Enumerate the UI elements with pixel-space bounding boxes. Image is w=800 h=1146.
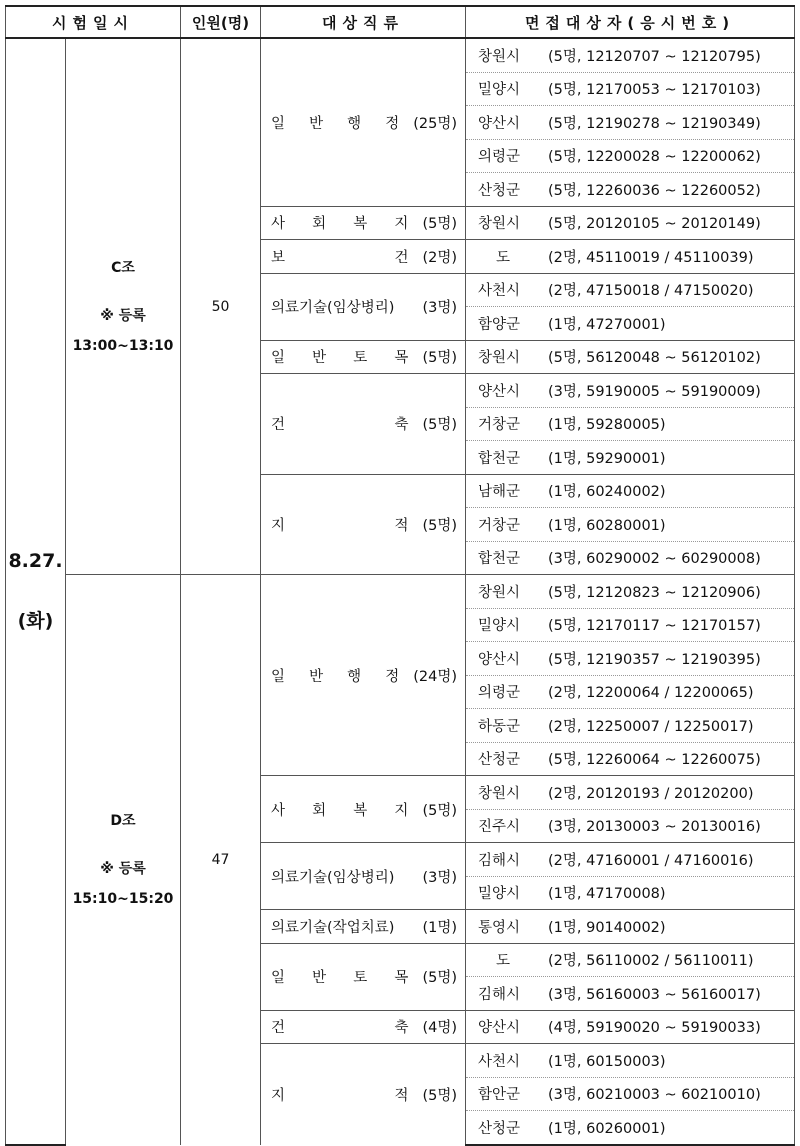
- job-category-cell: [261, 474, 466, 575]
- header-row: [6, 6, 795, 38]
- candidate-region: 밀양시: [478, 618, 521, 635]
- candidate-cell: [466, 474, 795, 508]
- candidate-region: 거창군: [478, 517, 521, 534]
- candidate-region: 남해군: [478, 484, 521, 501]
- candidate-region: 합천군: [478, 450, 521, 467]
- candidate-numbers: (2명, 45110019 / 45110039): [548, 249, 754, 266]
- candidate-numbers: (1명, 60280001): [548, 517, 666, 534]
- candidate-region: 창원시: [478, 350, 521, 367]
- job-category-count: (25명): [413, 115, 457, 132]
- candidate-numbers: (5명, 56120048 ~ 56120102): [548, 350, 761, 367]
- candidate-cell: [466, 776, 795, 810]
- job-category-count: (5명): [422, 216, 457, 233]
- candidate-region: 사천시: [478, 1053, 521, 1070]
- candidate-cell: [466, 1010, 795, 1044]
- candidate-numbers: (1명, 59290001): [548, 450, 666, 467]
- job-category-cell: [261, 1044, 466, 1145]
- candidate-numbers: (5명, 12170053 ~ 12170103): [548, 82, 761, 99]
- candidate-numbers: (2명, 12250007 / 12250017): [548, 718, 754, 735]
- header-date: 시험일시: [6, 6, 181, 38]
- job-category-cell: [261, 240, 466, 274]
- job-category-cell: [261, 340, 466, 374]
- candidate-cell: [466, 943, 795, 977]
- registration-time: 13:00~13:10: [72, 337, 174, 354]
- candidate-cell: [466, 742, 795, 776]
- candidate-cell: [466, 508, 795, 542]
- group-name: D조: [110, 812, 136, 829]
- candidate-numbers: (5명, 12260036 ~ 12260052): [548, 182, 761, 199]
- candidate-cell: [466, 876, 795, 910]
- candidate-region: 의령군: [478, 685, 521, 702]
- exam-date: 8.27.: [8, 550, 63, 573]
- candidate-cell: [466, 38, 795, 72]
- exam-weekday: (화): [17, 610, 54, 633]
- candidate-region: 창원시: [478, 48, 521, 65]
- job-category-name: 일 반 토 목: [271, 350, 409, 367]
- candidate-numbers: (5명, 12170117 ~ 12170157): [548, 618, 761, 635]
- candidate-region: 양산시: [478, 1020, 521, 1037]
- job-category-name: 건 축: [271, 1020, 409, 1037]
- group-count: 47: [181, 575, 261, 1145]
- header-candidates: 면접대상자(응시번호): [466, 6, 795, 38]
- candidate-numbers: (3명, 60210003 ~ 60210010): [548, 1087, 761, 1104]
- candidate-region: 김해시: [478, 852, 521, 869]
- candidate-cell: [466, 273, 795, 307]
- candidate-region: 밀양시: [478, 886, 521, 903]
- job-category-name: 건 축: [271, 417, 409, 434]
- candidate-numbers: (1명, 59280005): [548, 417, 666, 434]
- candidate-numbers: (5명, 12190278 ~ 12190349): [548, 115, 761, 132]
- candidate-cell: [466, 374, 795, 408]
- job-category-cell: [261, 206, 466, 240]
- candidate-region: 함양군: [478, 316, 521, 333]
- candidate-cell: [466, 441, 795, 475]
- candidate-region: 도: [496, 953, 511, 970]
- candidate-region: 의령군: [478, 149, 521, 166]
- job-category-count: (2명): [422, 249, 457, 266]
- candidate-cell: [466, 72, 795, 106]
- candidate-region: 도: [496, 249, 511, 266]
- job-category-name: 지 적: [271, 1087, 409, 1104]
- registration-time: 15:10~15:20: [72, 890, 174, 907]
- candidate-region: 양산시: [478, 115, 521, 132]
- job-category-name: 일 반 토 목: [271, 970, 409, 986]
- candidate-region: 하동군: [478, 718, 521, 735]
- candidate-region: 합천군: [478, 551, 521, 568]
- candidate-region: 산청군: [478, 752, 521, 769]
- job-category-cell: [261, 843, 466, 910]
- group-name: C조: [111, 259, 135, 276]
- candidate-numbers: (5명, 12260064 ~ 12260075): [548, 752, 761, 769]
- job-category-cell: [261, 374, 466, 475]
- candidate-region: 창원시: [478, 785, 521, 802]
- candidate-region: 산청군: [478, 1120, 521, 1137]
- job-category-count: (5명): [422, 350, 457, 367]
- header-count: 인원(명): [181, 6, 261, 38]
- candidate-region: 산청군: [478, 182, 521, 199]
- candidate-numbers: (3명, 60290002 ~ 60290008): [548, 551, 761, 568]
- candidate-numbers: (1명, 47270001): [548, 316, 666, 333]
- job-category-name: 의료기술(임상병리): [271, 300, 395, 316]
- job-category-cell: [261, 1010, 466, 1044]
- candidate-numbers: (5명, 12120707 ~ 12120795): [548, 48, 761, 65]
- candidate-numbers: (3명, 20130003 ~ 20130016): [548, 819, 761, 836]
- candidate-region: 거창군: [478, 417, 521, 434]
- job-category-cell: [261, 943, 466, 1010]
- candidate-cell: [466, 608, 795, 642]
- candidate-numbers: (2명, 47150018 / 47150020): [548, 283, 754, 300]
- candidate-cell: [466, 407, 795, 441]
- candidate-cell: [466, 977, 795, 1011]
- candidate-numbers: (1명, 47170008): [548, 886, 666, 903]
- candidate-numbers: (4명, 59190020 ~ 59190033): [548, 1020, 761, 1037]
- candidate-numbers: (1명, 60260001): [548, 1120, 666, 1137]
- candidate-cell: [466, 173, 795, 207]
- candidate-numbers: (2명, 20120193 / 20120200): [548, 785, 754, 802]
- candidate-numbers: (2명, 56110002 / 56110011): [548, 953, 754, 970]
- job-category-cell: [261, 776, 466, 843]
- job-category-cell: [261, 273, 466, 340]
- job-category-count: (5명): [422, 970, 457, 986]
- candidate-numbers: (5명, 12200028 ~ 12200062): [548, 149, 761, 166]
- group-count: 50: [181, 38, 261, 575]
- candidate-region: 진주시: [478, 819, 521, 836]
- job-category-name: 의료기술(임상병리): [271, 869, 395, 886]
- candidate-numbers: (2명, 12200064 / 12200065): [548, 685, 754, 702]
- candidate-cell: [466, 307, 795, 341]
- candidate-cell: [466, 139, 795, 173]
- candidate-region: 밀양시: [478, 82, 521, 99]
- candidate-region: 통영시: [478, 919, 521, 936]
- interview-schedule-table: [5, 5, 795, 1146]
- candidate-numbers: (1명, 90140002): [548, 919, 666, 936]
- job-category-cell: [261, 38, 466, 206]
- candidate-numbers: (5명, 12190357 ~ 12190395): [548, 651, 761, 668]
- job-category-name: 지 적: [271, 517, 409, 534]
- candidate-cell: [466, 340, 795, 374]
- header-job: 대상직류: [261, 6, 466, 38]
- job-category-count: (3명): [422, 300, 457, 316]
- candidate-cell: [466, 843, 795, 877]
- job-category-count: (24명): [413, 668, 457, 685]
- job-category-count: (5명): [422, 1087, 457, 1104]
- schedule-body: [6, 38, 795, 1145]
- candidate-cell: [466, 1077, 795, 1111]
- candidate-region: 사천시: [478, 283, 521, 300]
- job-category-count: (1명): [422, 919, 457, 936]
- candidate-cell: [466, 206, 795, 240]
- candidate-region: 함안군: [478, 1087, 521, 1104]
- candidate-cell: [466, 642, 795, 676]
- job-category-name: 일 반 행 정: [271, 115, 400, 132]
- job-category-name: 사 회 복 지: [271, 216, 409, 233]
- job-category-name: 의료기술(작업치료): [271, 919, 395, 936]
- candidate-cell: [466, 709, 795, 743]
- group-cell: [66, 575, 181, 1145]
- candidate-region: 양산시: [478, 383, 521, 400]
- candidate-region: 양산시: [478, 651, 521, 668]
- candidate-cell: [466, 675, 795, 709]
- candidate-numbers: (2명, 47160001 / 47160016): [548, 852, 754, 869]
- table-row: [6, 38, 795, 72]
- job-category-name: 사 회 복 지: [271, 802, 409, 819]
- registration-label: ※ 등록: [100, 307, 146, 324]
- candidate-cell: [466, 1111, 795, 1145]
- candidate-cell: [466, 1044, 795, 1078]
- candidate-cell: [466, 910, 795, 944]
- candidate-numbers: (3명, 59190005 ~ 59190009): [548, 383, 761, 400]
- candidate-numbers: (3명, 56160003 ~ 56160017): [548, 986, 761, 1003]
- job-category-name: 보 건: [271, 249, 409, 266]
- candidate-numbers: (1명, 60150003): [548, 1053, 666, 1070]
- candidate-numbers: (5명, 12120823 ~ 12120906): [548, 584, 761, 601]
- registration-label: ※ 등록: [100, 860, 146, 877]
- candidate-cell: [466, 541, 795, 575]
- exam-date-cell: [6, 38, 66, 1145]
- job-category-count: (5명): [422, 417, 457, 434]
- candidate-region: 창원시: [478, 584, 521, 601]
- candidate-cell: [466, 809, 795, 843]
- group-cell: [66, 38, 181, 575]
- table-row: [6, 575, 795, 609]
- candidate-numbers: (5명, 20120105 ~ 20120149): [548, 216, 761, 233]
- candidate-cell: [466, 106, 795, 140]
- candidate-cell: [466, 575, 795, 609]
- candidate-numbers: (1명, 60240002): [548, 484, 666, 501]
- job-category-count: (3명): [422, 869, 457, 886]
- job-category-name: 일 반 행 정: [271, 668, 400, 685]
- candidate-region: 김해시: [478, 986, 521, 1003]
- job-category-count: (5명): [422, 517, 457, 534]
- job-category-count: (4명): [422, 1020, 457, 1037]
- job-category-cell: [261, 575, 466, 776]
- candidate-cell: [466, 240, 795, 274]
- candidate-region: 창원시: [478, 216, 521, 233]
- job-category-count: (5명): [422, 802, 457, 819]
- job-category-cell: [261, 910, 466, 944]
